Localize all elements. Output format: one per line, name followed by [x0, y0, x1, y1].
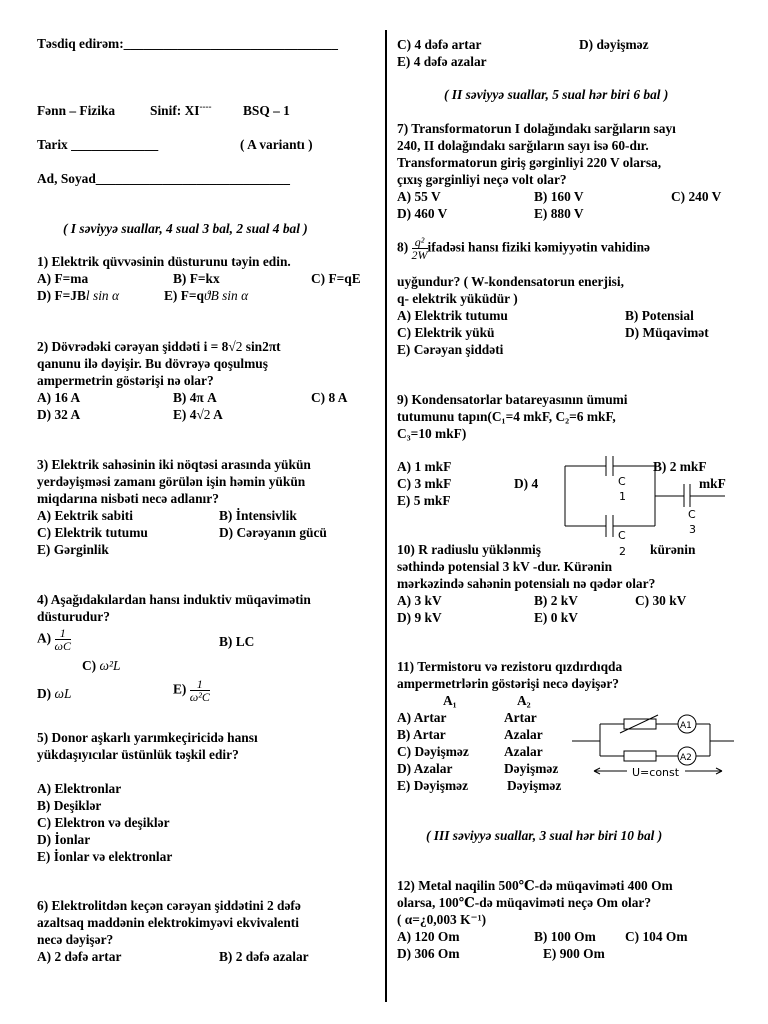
option-a: A) 3 kV [397, 593, 442, 608]
option-b: B) 100 Om [534, 929, 596, 944]
option-d-unit: mkF [699, 476, 726, 491]
question-text: 7) Transformatorun I dolağındakı sarğıların sayı [397, 121, 676, 136]
c3-label: C [688, 508, 696, 521]
capacitor-circuit-diagram [555, 452, 735, 560]
variant: ( A variantı ) [240, 137, 313, 152]
option-d: D) 32 A [37, 407, 81, 422]
option-d-value: Dəyişməz [504, 761, 559, 776]
column-divider [385, 30, 387, 1002]
question-text: yükdaşıyıcılar üstünlük təşkil edir? [37, 747, 239, 762]
option-c: C) Elektrik tutumu [37, 525, 148, 540]
option-d: D) 460 V [397, 206, 448, 221]
option-e: E) İonlar və elektronlar [37, 849, 173, 864]
option-e: E) Dəyişməz [397, 778, 469, 793]
option-b: B) 2 mkF [653, 459, 707, 474]
option-e: E) 0 kV [534, 610, 578, 625]
option-e-value: Dəyişməz [507, 778, 562, 793]
level1-heading: ( I səviyyə suallar, 4 sual 3 bal, 2 sual 4 bal ) [63, 221, 308, 236]
option-c-value: Azalar [504, 744, 543, 759]
option-a: A) Elektrik tutumu [397, 308, 508, 323]
option-e: E) 5 mkF [397, 493, 451, 508]
option-e: E) Gərginlik [37, 542, 109, 557]
question-text: q- elektrik yüküdür ) [397, 291, 518, 306]
question-text: yerdəyişməsi zamanı görülən işin həmin yükün [37, 474, 306, 489]
option-b: B) Artar [397, 727, 446, 742]
option-e: E) 4√2 A [173, 407, 223, 422]
question-text: 4) Aşağıdakılardan hansı induktiv müqavimətin [37, 592, 311, 607]
option-d: D) F=JBl sin α [37, 288, 119, 303]
option-e: E) $\frac{1}{\text{ω²C}}$ [173, 677, 210, 704]
option-e: E) Cərəyan şiddəti [397, 342, 504, 357]
question-text: Transformatorun giriş gərginliyi 220 V olarsa, [397, 155, 662, 170]
option-a: A) Eektrik sabiti [37, 508, 133, 523]
option-a: A) 1 mkF [397, 459, 452, 474]
option-c: C) ω²L [82, 658, 121, 673]
grade: Sinif: XI---- [150, 101, 212, 118]
question-text: ampermetrlərin göstərişi necə dəyişər? [397, 676, 619, 691]
question-text: 9) Kondensatorlar batareyasının ümumi [397, 392, 628, 407]
question-text: 2) Dövrədəki cərəyan şiddəti i = 8√2 sin2πt [37, 339, 281, 354]
option-c: C) 240 V [671, 189, 722, 204]
option-b: B) İntensivlik [219, 508, 297, 523]
question-text: C₃=10 mkF) [397, 426, 467, 441]
option-d: D) dəyişməz [579, 37, 649, 52]
option-a: A) F=ma [37, 271, 89, 286]
option-b: B) LC [219, 634, 255, 649]
option-b-value: Azalar [504, 727, 543, 742]
question-text: qanunu ilə dəyişir. Bu dövrəyə qoşulmuş [37, 356, 268, 371]
option-c: C) F=qE [311, 271, 361, 286]
date-field: Tarix _____________ [37, 137, 159, 152]
level3-heading: ( III səviyyə suallar, 3 sual hər biri 10 bal ) [426, 828, 663, 843]
name-field: Ad, Soyad_____________________________ [37, 171, 290, 186]
question-text: uyğundur? ( W-kondensatorun enerjisi, [397, 274, 624, 289]
option-d: D) Azalar [397, 761, 453, 776]
subject: Fənn – Fizika [37, 103, 116, 118]
ammeter-a1-label: A1 [680, 721, 692, 731]
column-header-a2: A₂ [517, 693, 531, 708]
option-c: C) Dəyişməz [397, 744, 469, 759]
option-b: B) 160 V [534, 189, 584, 204]
option-e: E) 4 dəfə azalar [397, 54, 487, 69]
option-d: D) İonlar [37, 832, 91, 847]
option-b: B) F=kx [173, 271, 220, 286]
option-e: E) 880 V [534, 206, 584, 221]
question-text: olarsa, 100℃-də müqaviməti neçə Om olar? [397, 895, 652, 910]
option-c: C) Elektrik yükü [397, 325, 495, 340]
question-text: 8) $\frac{\text{q²}}{2W}$ ifadəsi hansı fiziki kəmiyyətin vahidinə [397, 235, 650, 262]
option-a: A) Artar [397, 710, 447, 725]
question-text: 11) Termistoru və rezistoru qızdırdıqda [397, 659, 623, 674]
level2-heading: ( II səviyyə suallar, 5 sual hər biri 6 bal ) [444, 87, 669, 102]
option-d: D) ωL [37, 686, 72, 701]
question-text: kürənin [650, 542, 696, 557]
option-e: E) 900 Om [543, 946, 605, 961]
question-text: 5) Donor aşkarlı yarımkeçiricidə hansı [37, 730, 258, 745]
option-b: B) 2 kV [534, 593, 578, 608]
option-e: E) F=qϑB sin α [164, 288, 249, 303]
question-text: 1) Elektrik qüvvəsinin düsturunu təyin edin. [37, 254, 291, 269]
question-text: ampermetrin göstərişi nə olar? [37, 373, 214, 388]
option-a: A) 120 Om [397, 929, 460, 944]
option-b: B) Potensial [625, 308, 694, 323]
question-text: tutumunu tapın(C₁=4 mkF, C₂=6 mkF, [397, 409, 616, 424]
option-b: B) 4π A [173, 390, 217, 405]
option-a: A) Elektronlar [37, 781, 122, 796]
option-a: A) 55 V [397, 189, 441, 204]
question-text: necə dəyişər? [37, 932, 114, 947]
option-a: A) $\frac{1}{\omega C}$ [37, 626, 71, 653]
question-text: miqdarına nisbəti necə adlanır? [37, 491, 219, 506]
question-text: 6) Elektrolitdən keçən cərəyan şiddətini 2 dəfə [37, 898, 301, 913]
approval-line: Təsdiq edirəm:________________________________ [37, 36, 338, 51]
ammeter-a2-label: A2 [680, 753, 692, 763]
question-text: səthində potensial 3 kV -dur. Kürənin [397, 559, 613, 574]
c1-label: C [618, 475, 626, 488]
option-d: D) 306 Om [397, 946, 460, 961]
question-text: ( α=¿0,003 K⁻¹) [397, 912, 487, 927]
question-text: çıxış gərginliyi neçə volt olar? [397, 172, 567, 187]
c3-index: 3 [689, 523, 696, 536]
option-d: D) 4 [514, 476, 539, 491]
c2-index: 2 [619, 545, 626, 558]
question-text: düsturudur? [37, 609, 110, 624]
c1-index: 1 [619, 490, 626, 503]
option-c: C) 30 kV [635, 593, 687, 608]
option-c: C) Elektron və deşiklər [37, 815, 170, 830]
c2-label: C [618, 529, 626, 542]
option-c: C) 3 mkF [397, 476, 452, 491]
question-text: 3) Elektrik sahəsinin iki nöqtəsi arasında yükün [37, 457, 311, 472]
option-a: A) 16 A [37, 390, 81, 405]
voltage-label: U=const [632, 766, 680, 779]
option-c: C) 8 A [311, 390, 348, 405]
option-b: B) Deşiklər [37, 798, 102, 813]
option-a-value: Artar [504, 710, 537, 725]
option-b: B) 2 dəfə azalar [219, 949, 309, 964]
question-text: 10) R radiuslu yüklənmiş [397, 542, 541, 557]
option-c: C) 104 Om [625, 929, 688, 944]
option-a: A) 2 dəfə artar [37, 949, 122, 964]
question-text: mərkəzində sahənin potensialı nə qədər olar? [397, 576, 656, 591]
question-text: 240, II dolağındakı sarğıların sayı isə 60-dır. [397, 138, 649, 153]
option-d: D) Cərəyanın gücü [219, 525, 327, 540]
test-code: BSQ – 1 [243, 103, 290, 118]
option-d: D) Müqavimət [625, 325, 709, 340]
option-d: D) 9 kV [397, 610, 442, 625]
column-header-a1: A₁ [443, 693, 457, 708]
question-text: azaltsaq maddənin elektrokimyəvi ekvivalenti [37, 915, 299, 930]
question-text: 12) Metal naqilin 500℃-də müqaviməti 400 Om [397, 878, 673, 893]
option-c: C) 4 dəfə artar [397, 37, 482, 52]
thermistor-circuit-diagram [572, 712, 762, 780]
